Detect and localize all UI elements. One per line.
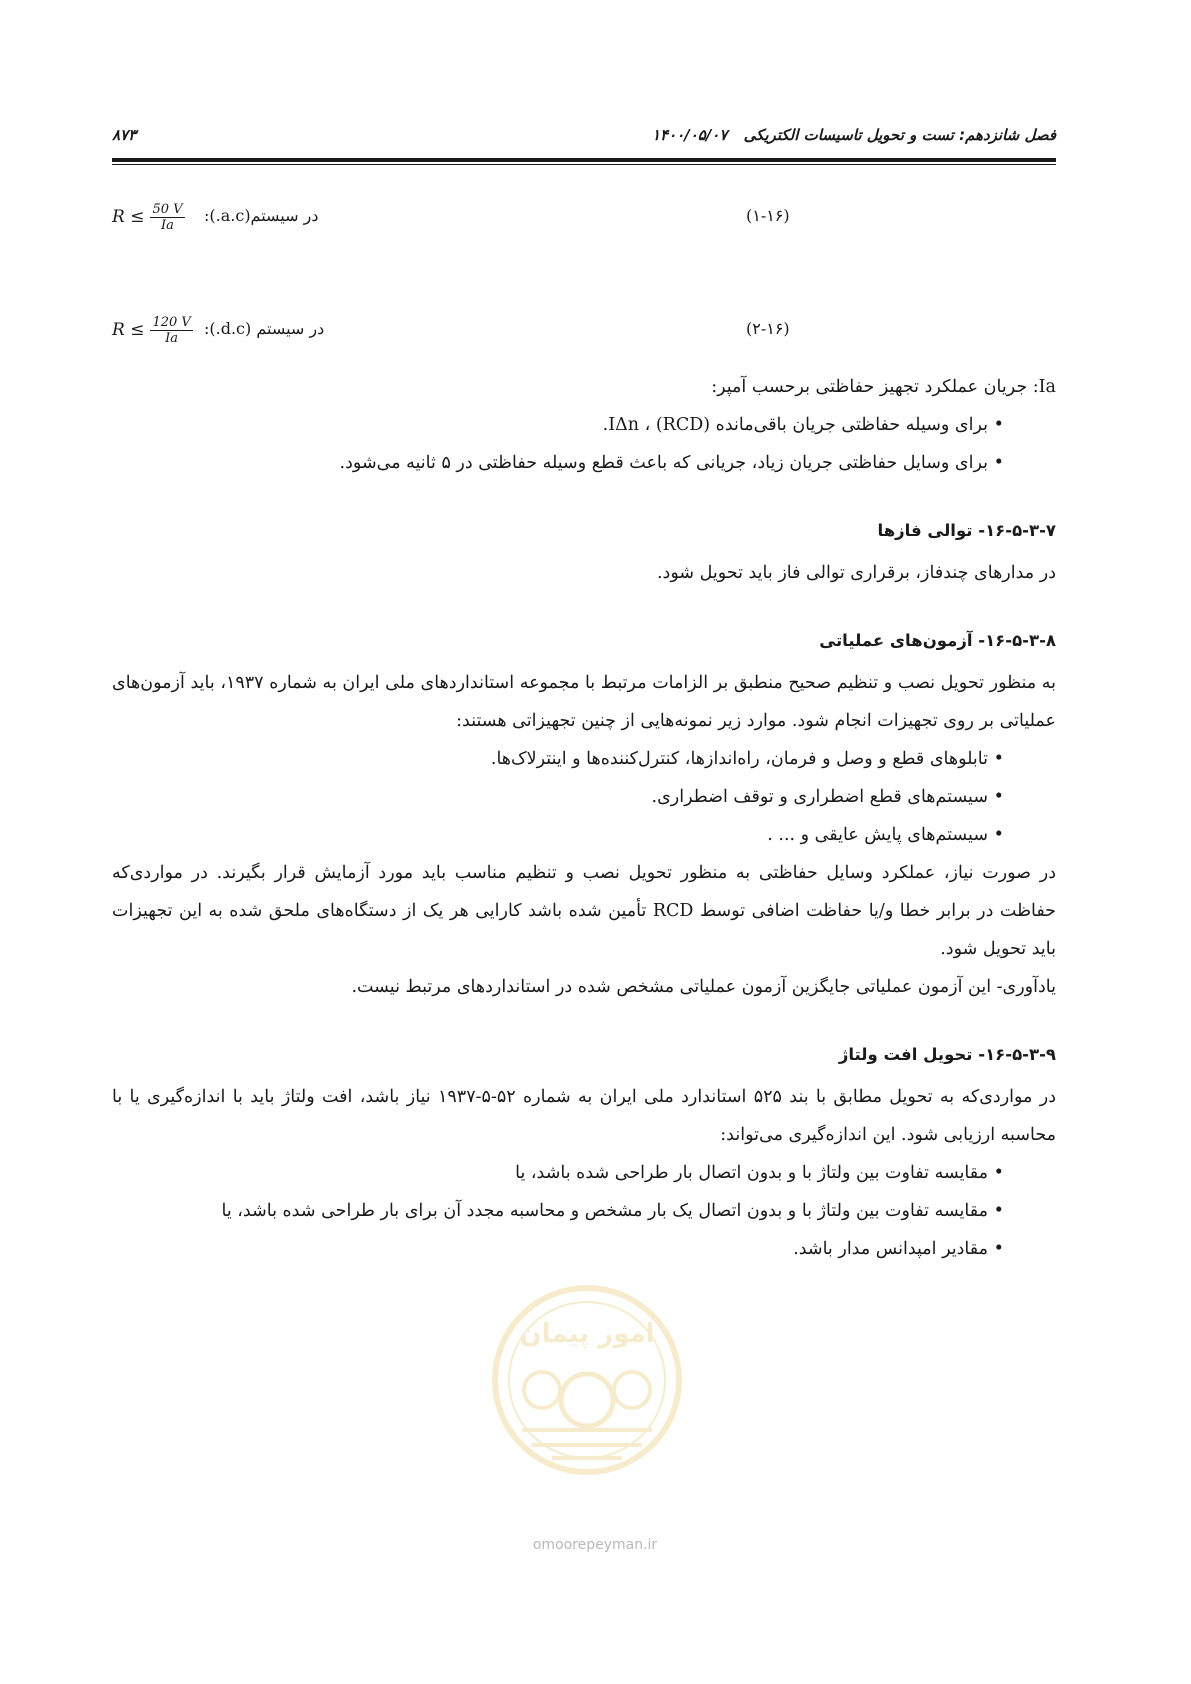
header-rule-thin [112,164,1056,165]
list-item: • مقادیر امپدانس مدار باشد. [112,1230,1004,1268]
formula-denominator: Ia [161,217,174,233]
section-heading-phase-sequence: ۱۶-۵-۳-۷- توالی فازها [877,521,1056,540]
formula-dc-label: در سیستم (d.c.): [204,319,325,338]
list-item: • مقایسه تفاوت بین ولتاژ با و بدون اتصال بار طراحی شده باشد، یا [112,1154,1004,1192]
formula-lhs: R ≤ [112,207,145,227]
formula-numerator: 120 V [152,314,191,330]
formula-dc [112,305,1056,355]
formula-fraction [150,202,184,233]
formula-ac [112,192,1056,242]
formula-dc-math [112,305,193,355]
watermark-logo-icon [482,1280,692,1480]
header-rule-thick [112,158,1056,162]
list-item: • مقایسه تفاوت بین ولتاژ با و بدون اتصال یک بار مشخص و محاسبه مجدد آن برای بار طراحی شده باشد، یا [112,1192,1004,1230]
svg-text:امور پیمان: امور پیمان [519,1319,655,1349]
page-number: ۸۷۳ [112,126,137,144]
section-heading-voltage-drop: ۱۶-۵-۳-۹- تحویل افت ولتاژ [838,1045,1056,1064]
watermark-site: omoorepeyman.ir [532,1537,658,1553]
list-item: • سیستم‌های قطع اضطراری و توقف اضطراری. [112,778,1004,816]
formula-dc-number: (۲-۱۶) [746,319,790,338]
formula-denominator: Ia [165,330,179,346]
measurement-bullet-list [112,1154,1056,1268]
main-content [112,368,1056,1268]
page-header [112,126,1056,152]
formula-lhs: R ≤ [112,320,145,340]
header-date: ۱۴۰۰/۰۵/۰۷ [652,126,728,144]
list-item: • برای وسایل حفاظتی جریان زیاد، جریانی که باعث قطع وسیله حفاظتی در ۵ ثانیه می‌شود. [112,444,1004,482]
note: یادآوری- این آزمون عملیاتی جایگزین آزمون عملیاتی مشخص شده در استانداردهای مرتبط نیست. [351,977,1056,997]
list-item: • تابلوهای قطع و وصل و فرمان، راه‌اندازها، کنترل‌کننده‌ها و اینترلاک‌ها. [112,740,1004,778]
section-heading-operational-tests: ۱۶-۵-۳-۸- آزمون‌های عملیاتی [819,631,1056,650]
list-item: • سیستم‌های پایش عایقی و ... . [112,816,1004,854]
paragraph: در صورت نیاز، عملکرد وسایل حفاظتی به منظور تحویل نصب و تنظیم مناسب باید مورد آزمایش قرار بگیرند. در مواردی‌که حفاظت در برابر خطا و/یا حفاظت اضافی توسط RCD تأمین شده باشد کارایی هر یک از دستگاه‌های ملحق شده به این تجهیزات باید تحویل شود. [112,863,1057,959]
formula-ac-label: در سیستم(a.c.): [204,206,319,225]
equipment-bullet-list [112,740,1056,854]
ia-definition: Ia: جریان عملکرد تجهیز حفاظتی برحسب آمپر: [711,377,1056,397]
paragraph: در مدارهای چندفاز، برقراری توالی فاز باید تحویل شود. [656,563,1056,583]
formula-ac-math [112,192,185,242]
paragraph: در مواردی‌که به تحویل مطابق با بند ۵۲۵ استاندارد ملی ایران به شماره ۵۲-۵-۱۹۳۷ نیاز باشد، افت ولتاژ باید با اندازه‌گیری یا با محاسبه ارزیابی شود. این اندازه‌گیری می‌تواند: [112,1087,1056,1145]
formula-numerator: 50 V [152,201,183,217]
formula-ac-number: (۱-۱۶) [746,206,790,225]
formula-fraction [150,315,192,346]
chapter-title: فصل شانزدهم: تست و تحویل تاسیسات الکتریکی [743,126,1056,144]
list-item: • برای وسیله حفاظتی جریان باقی‌مانده (RCD) ، IΔn. [112,406,1004,444]
paragraph: به منظور تحویل نصب و تنظیم صحیح منطبق بر الزامات مرتبط با مجموعه استانداردهای ملی ایران به شماره ۱۹۳۷، باید آزمون‌های عملیاتی بر روی تجهیزات انجام شود. موارد زیر نمونه‌هایی از چنین تجهیزاتی هستند: [112,673,1056,731]
ia-bullet-list [112,406,1056,482]
